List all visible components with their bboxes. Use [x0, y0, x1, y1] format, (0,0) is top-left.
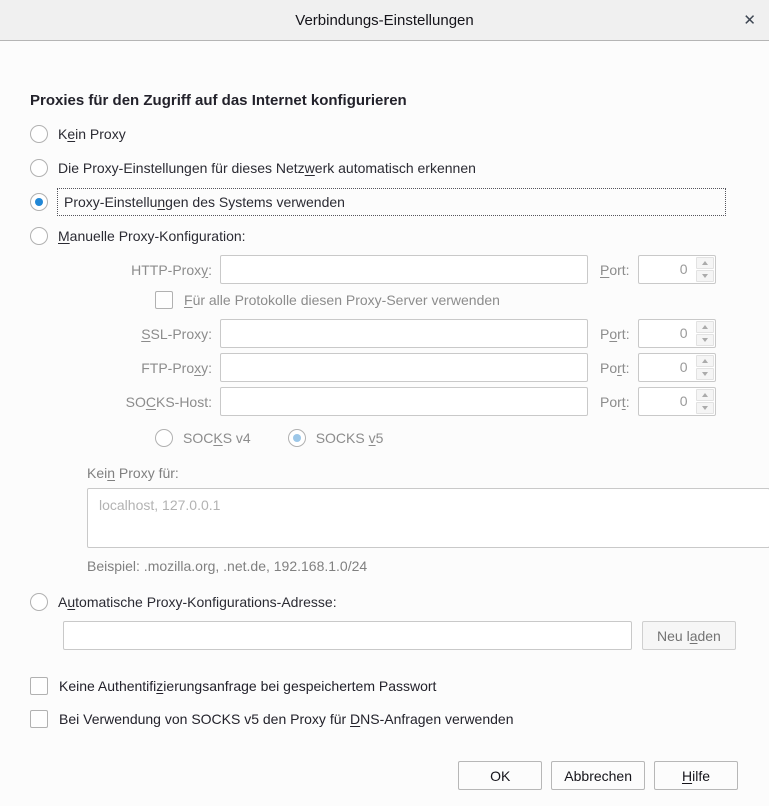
- radio-row-no-proxy: [30, 117, 739, 151]
- ssl-proxy-input: [220, 319, 588, 348]
- spinner-down-icon: [696, 270, 714, 282]
- no-auth-prompt-label: Keine Authentifizierungsanfrage bei gespeichertem Passwort: [59, 678, 437, 694]
- socks-dns-checkbox[interactable]: [30, 710, 48, 728]
- auto-config-url-row: [63, 621, 739, 650]
- footer-button-bar: [458, 761, 738, 790]
- socks-v4-radio: [155, 429, 173, 447]
- auto-config-label: Automatische Proxy-Konfigurations-Adresse:: [58, 594, 337, 610]
- spinner-down-icon: [696, 368, 714, 380]
- close-icon[interactable]: ✕: [743, 12, 756, 29]
- help-button[interactable]: Hilfe: [654, 761, 738, 790]
- ftp-port-label: Port:: [600, 359, 630, 376]
- socks-v5-group: [288, 429, 384, 447]
- share-proxy-label: Für alle Protokolle diesen Proxy-Server verwenden: [184, 292, 500, 308]
- http-proxy-row: [60, 255, 739, 284]
- system-proxy-radio[interactable]: [30, 193, 48, 211]
- socks-dns-row: [30, 710, 739, 728]
- ftp-port-input: 0: [638, 353, 716, 382]
- ftp-proxy-input: [220, 353, 588, 382]
- spinner-up-icon: [696, 355, 714, 367]
- ssl-port-spinner: [695, 320, 715, 347]
- http-proxy-input: [220, 255, 588, 284]
- http-proxy-label: HTTP-Proxy:: [131, 261, 212, 278]
- manual-proxy-label: Manuelle Proxy-Konfiguration:: [58, 228, 246, 244]
- socks-port-spinner: [695, 388, 715, 415]
- no-proxy-radio[interactable]: [30, 125, 48, 143]
- http-port-label: Port:: [600, 261, 630, 278]
- cancel-button[interactable]: Abbrechen: [551, 761, 645, 790]
- no-proxy-label: Kein Proxy: [58, 126, 126, 142]
- system-proxy-label: Proxy-Einstellungen des Systems verwenden: [58, 189, 725, 215]
- ftp-proxy-label: FTP-Proxy:: [141, 359, 212, 376]
- radio-row-autodetect: [30, 151, 739, 185]
- spinner-up-icon: [696, 257, 714, 269]
- auto-config-url-input: [63, 621, 632, 650]
- radio-row-system-proxy: [30, 185, 739, 219]
- dialog-title: Verbindungs-Einstellungen: [295, 11, 474, 29]
- no-proxy-for-textarea: [87, 488, 769, 548]
- radio-row-auto-config: [30, 585, 739, 619]
- titlebar: [0, 0, 769, 41]
- reload-button: Neu laden: [642, 621, 736, 650]
- dialog-content: [0, 92, 769, 728]
- socks-port-label: Port:: [600, 393, 630, 410]
- socks-v4-label: SOCKS v4: [183, 430, 251, 446]
- socks-host-row: [60, 387, 739, 416]
- ssl-port-label: Port:: [600, 325, 630, 342]
- ssl-proxy-row: [60, 319, 739, 348]
- ssl-port-input: 0: [638, 319, 716, 348]
- socks-v5-label: SOCKS v5: [315, 430, 384, 446]
- radio-row-manual-proxy: [30, 219, 739, 253]
- socks-dns-label: Bei Verwendung von SOCKS v5 den Proxy für DNS-Anfragen verwenden: [59, 711, 514, 727]
- autodetect-proxy-label: Die Proxy-Einstellungen für dieses Netzwerk automatisch erkennen: [58, 160, 476, 176]
- manual-proxy-section: [60, 255, 739, 574]
- ok-button[interactable]: OK: [458, 761, 542, 790]
- http-port-input: 0: [638, 255, 716, 284]
- socks-v5-radio: [288, 429, 306, 447]
- autodetect-proxy-radio[interactable]: [30, 159, 48, 177]
- share-proxy-row: [155, 291, 739, 309]
- ftp-port-spinner: [695, 354, 715, 381]
- spinner-down-icon: [696, 334, 714, 346]
- share-proxy-checkbox: [155, 291, 173, 309]
- page-title: Proxies für den Zugriff auf das Internet konfigurieren: [30, 92, 407, 109]
- socks-host-input: [220, 387, 588, 416]
- no-auth-prompt-checkbox[interactable]: [30, 677, 48, 695]
- ssl-proxy-label: SSL-Proxy:: [141, 325, 212, 342]
- spinner-up-icon: [696, 321, 714, 333]
- http-port-spinner: [695, 256, 715, 283]
- spinner-down-icon: [696, 402, 714, 414]
- ftp-proxy-row: [60, 353, 739, 382]
- socks-version-row: [155, 426, 739, 450]
- spinner-up-icon: [696, 389, 714, 401]
- socks-port-input: 0: [638, 387, 716, 416]
- socks-host-label: SOCKS-Host:: [125, 393, 212, 410]
- no-proxy-for-label: Kein Proxy für:: [87, 465, 179, 481]
- manual-proxy-radio[interactable]: [30, 227, 48, 245]
- no-proxy-example-text: Beispiel: .mozilla.org, .net.de, 192.168.1.0/24: [87, 558, 368, 574]
- no-auth-prompt-row: [30, 677, 739, 695]
- auto-config-radio[interactable]: [30, 593, 48, 611]
